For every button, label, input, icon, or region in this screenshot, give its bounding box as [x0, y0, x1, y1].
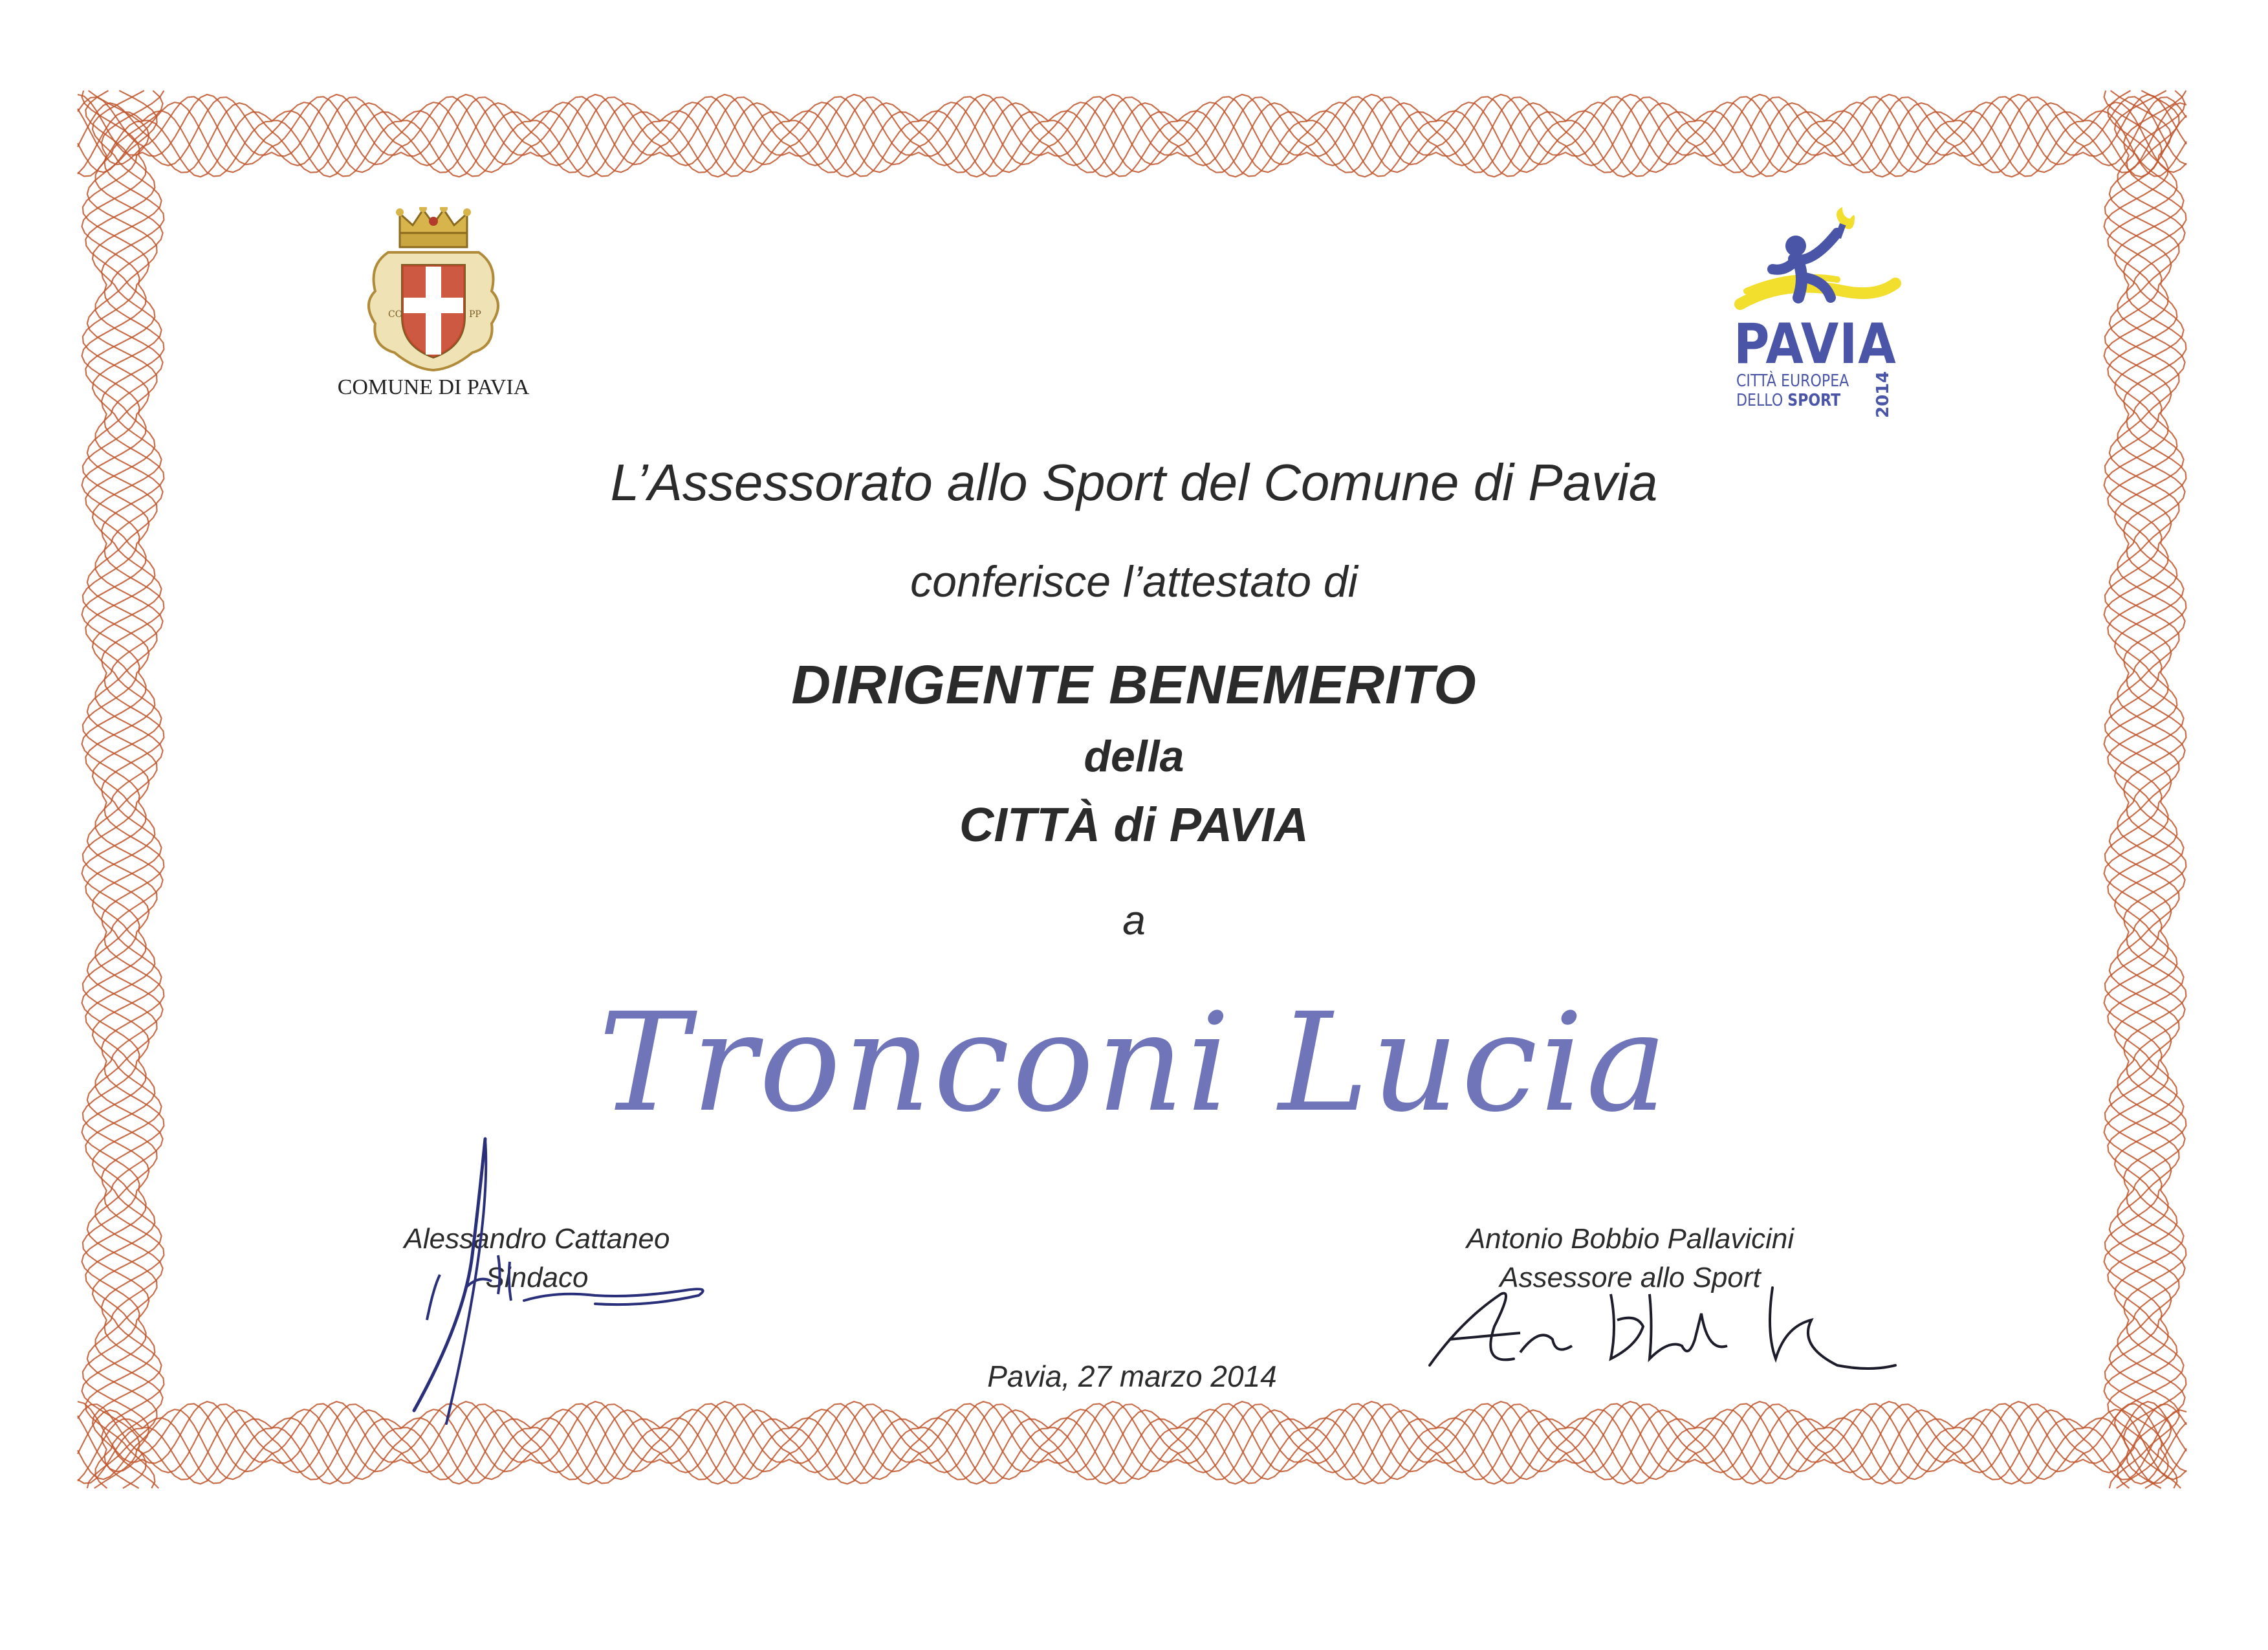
logo-line2-highlight: SPORT [1787, 391, 1841, 410]
logo-line2 [1736, 391, 1840, 410]
left-signatory-name: Alessandro Cattaneo [404, 1223, 670, 1255]
logo-wordmark: PAVIA [1734, 312, 1897, 377]
border-band [78, 94, 2186, 177]
award-title: DIRIGENTE BENEMERITO [791, 654, 1477, 715]
left-signatory-role: Sindaco [485, 1262, 589, 1293]
award-title-della: della [1084, 732, 1184, 781]
logo-year: 2014 [1873, 371, 1893, 418]
border-band [2104, 91, 2186, 1488]
logo-line2-prefix: DELLO [1736, 391, 1783, 410]
right-signature [1423, 1268, 1902, 1391]
recipient-name: Tronconi Lucia [598, 984, 1670, 1142]
to-line: a [1122, 897, 1146, 943]
svg-text:CO: CO [388, 309, 403, 320]
right-signatory-role: Assessore allo Sport [1499, 1262, 1761, 1293]
left-signature [388, 1126, 725, 1430]
svg-text:PP: PP [469, 309, 481, 320]
confers-line: conferisce l’attestato di [910, 557, 1358, 606]
right-signatory-name: Antonio Bobbio Pallavicini [1466, 1223, 1794, 1255]
pavia-european-city-of-sport-logo [1734, 207, 1902, 427]
border-band [82, 91, 164, 1488]
comune-di-pavia-logo [311, 207, 556, 414]
comune-caption: COMUNE DI PAVIA [337, 375, 530, 399]
logo-line1: CITTÀ EUROPEA [1736, 371, 1849, 391]
coat-of-arms-icon [311, 207, 556, 375]
place-date: Pavia, 27 marzo 2014 [987, 1359, 1277, 1393]
issuer-line: L’Assessorato allo Sport del Comune di Pavia [610, 454, 1658, 511]
award-title-city: CITTÀ di PAVIA [959, 798, 1309, 852]
torch-runner-icon [1734, 207, 1902, 317]
